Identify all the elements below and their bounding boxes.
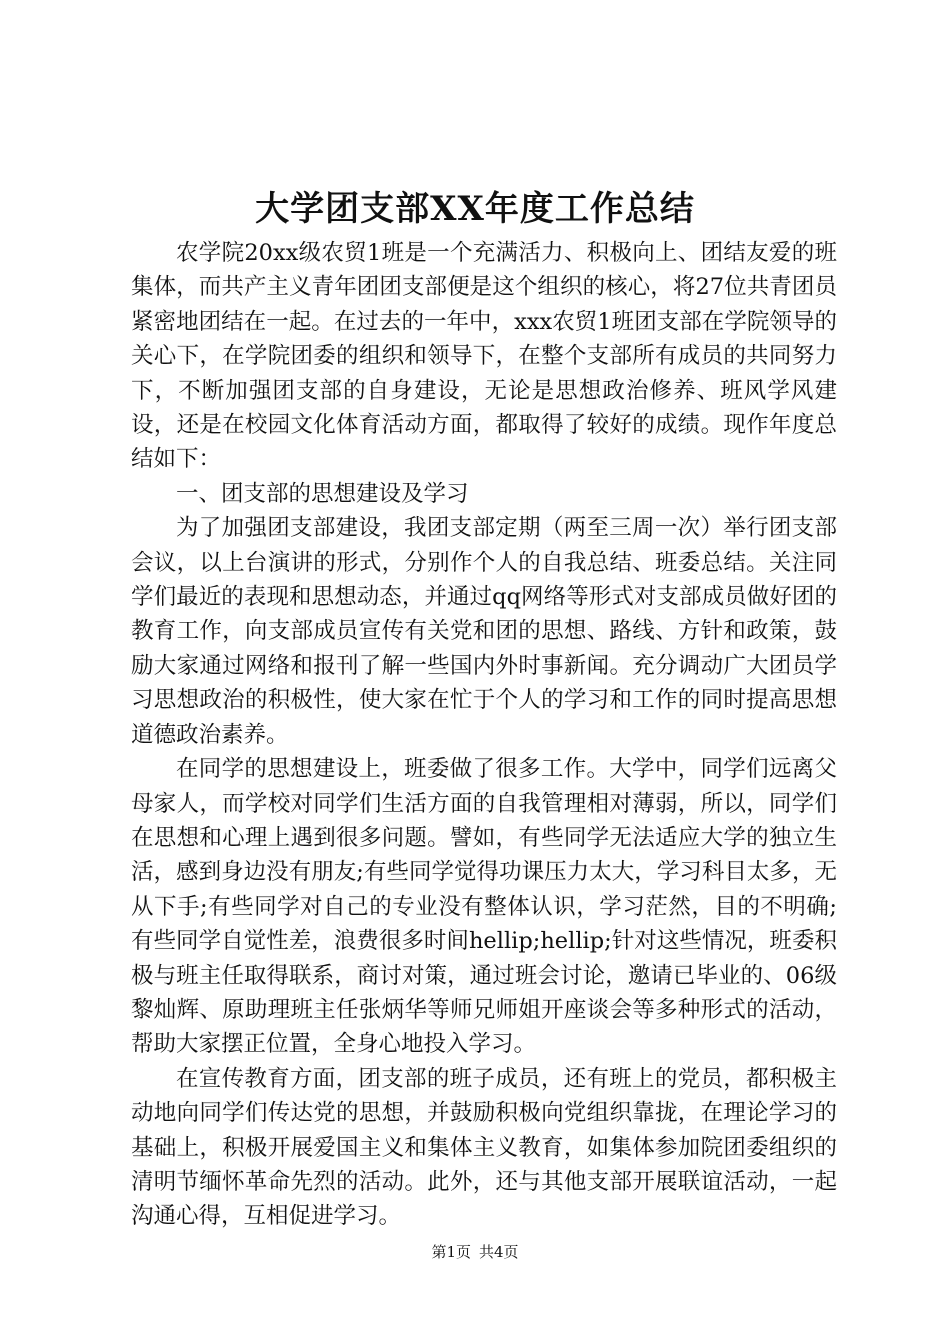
section-heading: 一、团支部的思想建设及学习 — [176, 480, 469, 507]
paragraph-publicity: 在宣传教育方面，团支部的班子成员，还有班上的党员，都积极主动地向同学们传达党的思想，并鼓励积极向党组织靠拢，在理论学习的基础上，积极开展爱国主义和集体主义教育，如集体参加院团委组织的清明节缅怀革命先烈的活动。此外，还与其他支部开展联谊活动，一起沟通心得，互相促进学习。 — [131, 1065, 837, 1230]
paragraph-study: 为了加强团支部建设，我团支部定期（两至三周一次）举行团支部会议，以上台演讲的形式，分别作个人的自我总结、班委总结。关注同学们最近的表现和思想动态，并通过qq网络等形式对支部成员做好团的教育工作，向支部成员宣传有关党和团的思想、路线、方针和政策，鼓励大家通过网络和报刊了解一些国内外时事新闻。充分调动广大团员学习思想政治的积极性，使大家在忙于个人的学习和工作的同时提高思想道德政治素养。 — [131, 515, 837, 748]
paragraph-ideology: 在同学的思想建设上，班委做了很多工作。大学中，同学们远离父母家人，而学校对同学们生活方面的自我管理相对薄弱，所以，同学们在思想和心理上遇到很多问题。譬如，有些同学无法适应大学的独立生活，感到身边没有朋友;有些同学觉得功课压力太大，学习科目太多，无从下手;有些同学对自己的专业没有整体认识，学习茫然，目的不明确;有些同学自觉性差，浪费很多时间hellip;hellip;针对这些情况，班委积极与班主任取得联系，商讨对策，通过班会讨论，邀请已毕业的、06级黎灿辉、原助理班主任张炳华等师兄师姐开座谈会等多种形式的活动，帮助大家摆正位置，全身心地投入学习。 — [131, 756, 837, 1058]
document-body — [131, 236, 837, 1234]
document-title: 大学团支部XX年度工作总结 — [255, 189, 695, 229]
paragraph-intro: 农学院20xx级农贸1班是一个充满活力、积极向上、团结友爱的班集体，而共产主义青年团团支部便是这个组织的核心，将27位共青团员紧密地团结在一起。在过去的一年中，xxx农贸1班团支部在学院领导的关心下，在学院团委的组织和领导下，在整个支部所有成员的共同努力下，不断加强团支部的自身建设，无论是思想政治修养、班风学风建设，还是在校园文化体育活动方面，都取得了较好的成绩。现作年度总结如下： — [131, 240, 837, 473]
page-total: 共4页 — [479, 1243, 519, 1261]
page-number: 第1页 — [431, 1243, 471, 1261]
page-footer — [0, 1242, 950, 1262]
